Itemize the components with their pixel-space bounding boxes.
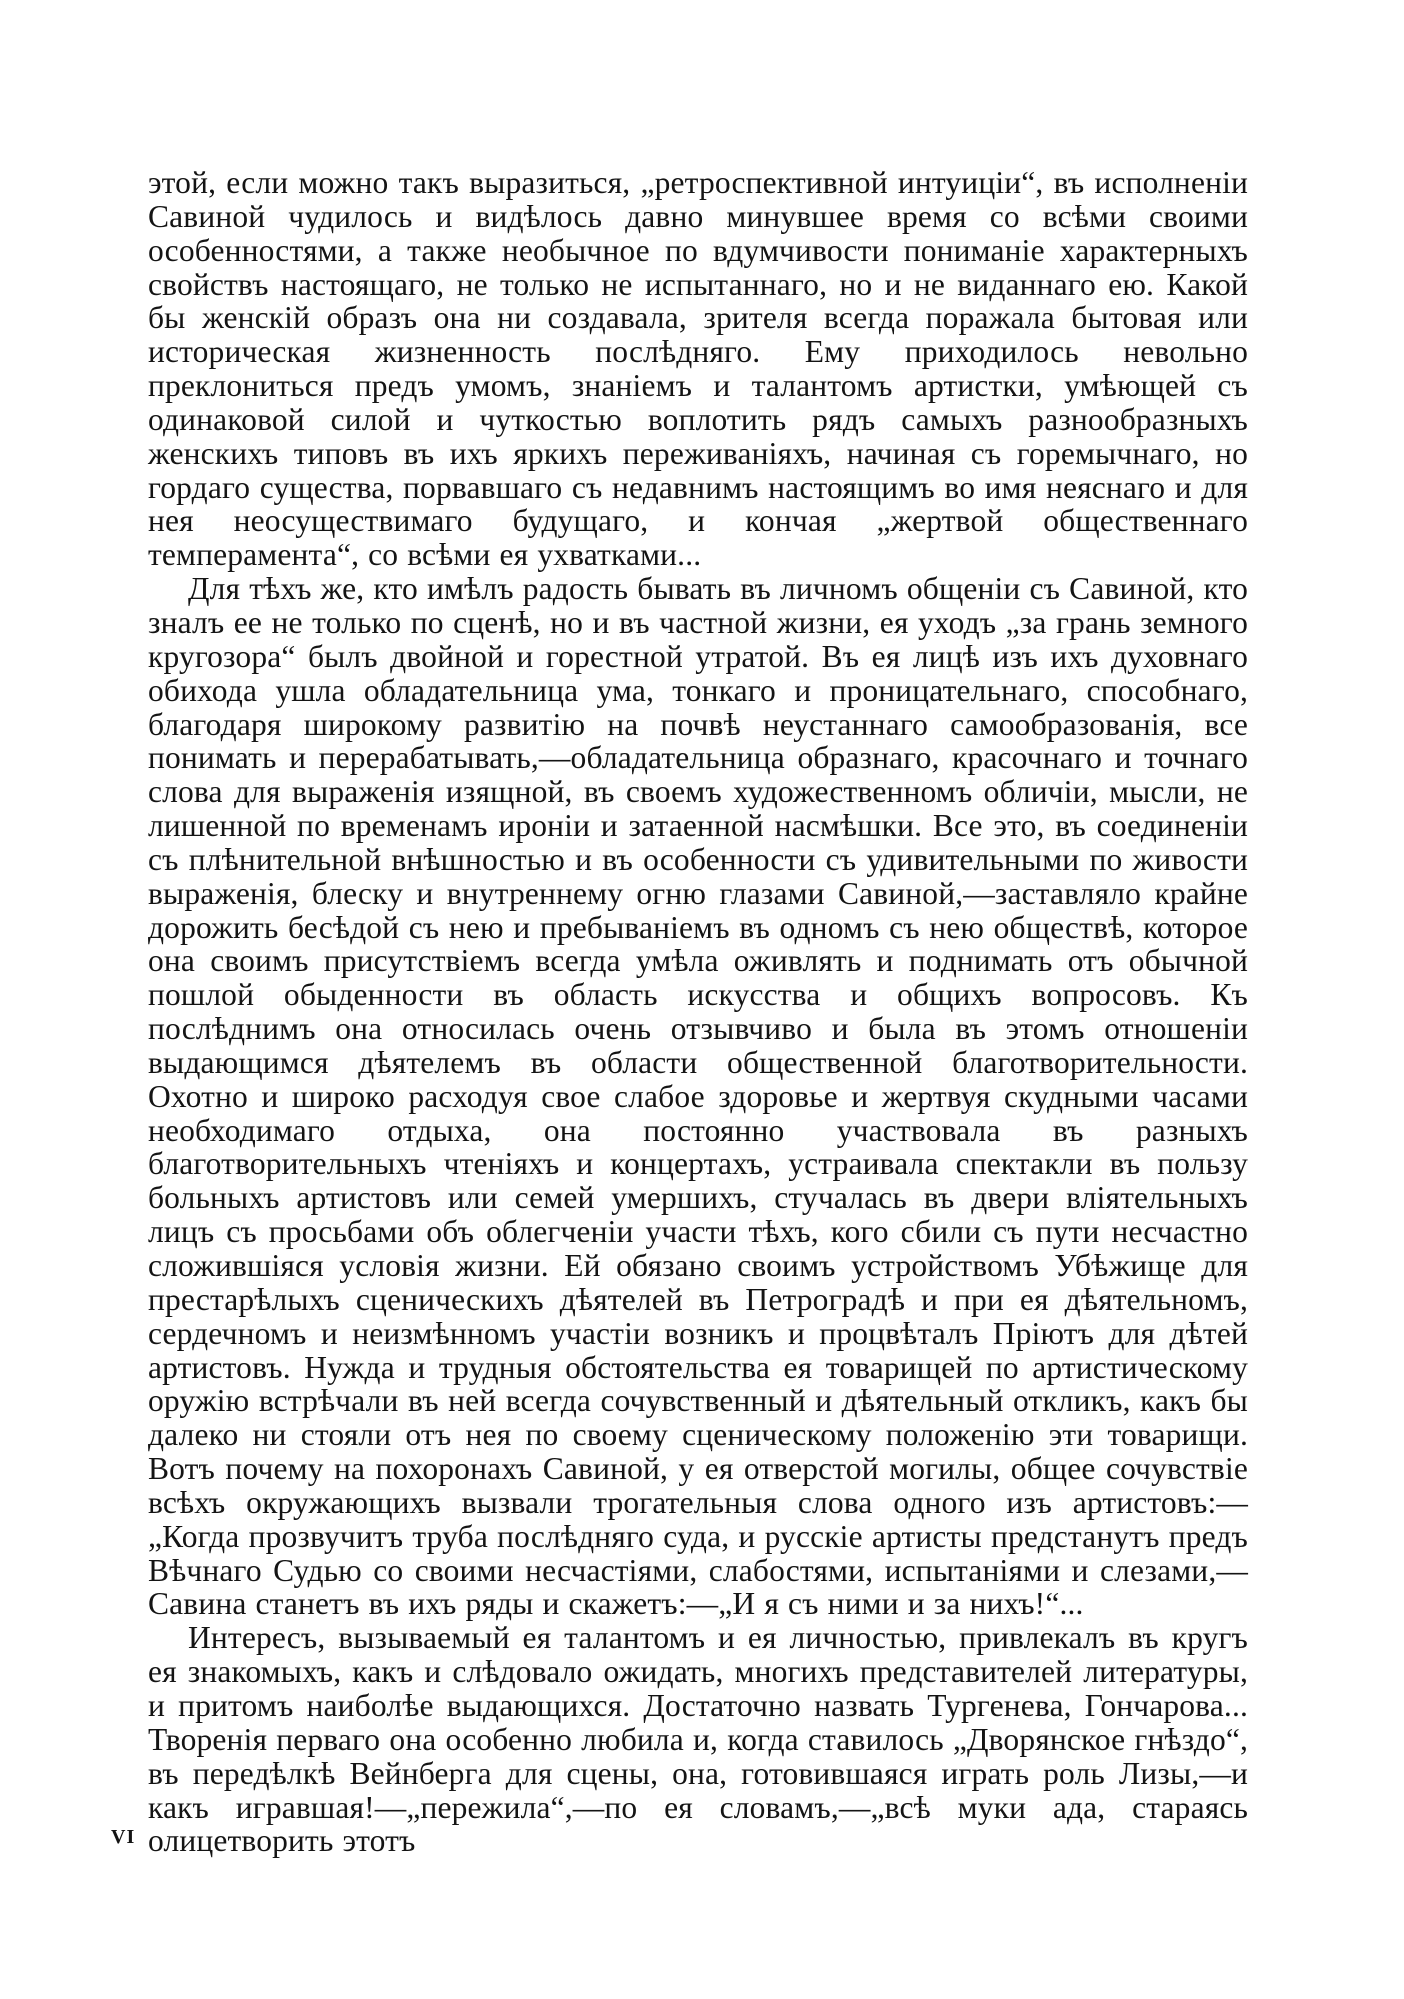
paragraph-continuation: этой, если можно такъ выразиться, „ретроспективной интуиціи“, въ исполненіи Савиной чудилось и видѣлось давно минувшее время со всѣми своими особенностями, а также необычное по вдумчивости пониманіе характерныхъ свойствъ настоящаго, не только не испытаннаго, но и не виданнаго ею. Какой бы женскій образъ она ни создавала, зрителя всегда поражала бытовая или историческая жизненность послѣдняго. Ему приходилось невольно преклониться предъ умомъ, знаніемъ и талантомъ артистки, умѣющей съ одинаковой силой и чуткостью воплотить рядъ самыхъ разнообразныхъ женскихъ типовъ въ ихъ яркихъ переживаніяхъ, начиная съ горемычнаго, но гордаго существа, порвавшаго съ недавнимъ настоящимъ во имя неяснаго и для нея неосуществимаго будущаго, и кончая „жертвой общественнаго темперамента“, со всѣми ея ухватками...	[148, 165, 1248, 573]
body-text	[148, 166, 1248, 1858]
page-number: VI	[111, 1826, 136, 1848]
paragraph-savina-personal: Для тѣхъ же, кто имѣлъ радость бывать въ личномъ общеніи съ Савиной, кто зналъ ее не только по сценѣ, но и въ частной жизни, ея уходъ „за грань земного кругозора“ былъ двойной и горестной утратой. Въ ея лицѣ изъ ихъ духовнаго обихода ушла обладательница ума, тонкаго и проницательнаго, способнаго, благодаря широкому развитію на почвѣ неустаннаго самообразованія, все понимать и перерабатывать,—обладательница образнаго, красочнаго и точнаго слова для выраженія изящной, въ своемъ художественномъ обличіи, мысли, не лишенной по временамъ ироніи и затаенной насмѣшки. Все это, въ соединеніи съ плѣнительной внѣшностью и въ особенности съ удивительными по живости выраженія, блеску и внутреннему огню глазами Савиной,—заставляло крайне дорожить бесѣдой съ нею и пребываніемъ въ одномъ съ нею обществѣ, которое она своимъ присутствіемъ всегда умѣла оживлять и поднимать отъ обычной пошлой обыденности въ область искусства и общихъ вопросовъ. Къ послѣднимъ она относилась очень отзывчиво и была въ этомъ отношеніи выдающимся дѣятелемъ въ области общественной благотворительности. Охотно и широко расходуя свое слабое здоровье и жертвуя скудными часами необходимаго отдыха, она постоянно участвовала въ разныхъ благотворительныхъ чтеніяхъ и концертахъ, устраивала спектакли въ пользу больныхъ артистовъ или семей умершихъ, стучалась въ двери вліятельныхъ лицъ съ просьбами объ облегченіи участи тѣхъ, кого сбили съ пути несчастно сложившіяся условія жизни. Ей обязано своимъ устройствомъ Убѣжище для престарѣлыхъ сценическихъ дѣятелей въ Петроградѣ и при ея дѣятельномъ, сердечномъ и неизмѣнномъ участіи возникъ и процвѣталъ Пріютъ для дѣтей артистовъ. Нужда и трудныя обстоятельства ея товарищей по артистическому оружію встрѣчали въ ней всегда сочувственный и дѣятельный откликъ, какъ бы далеко ни стояли отъ нея по своему сценическому положенію эти товарищи. Вотъ почему на похоронахъ Савиной, у ея отверстой могилы, общее сочувствіе всѣхъ окружающихъ вызвали трогательныя слова одного изъ артистовъ:—„Когда прозвучитъ труба послѣдняго суда, и русскіе артисты предстанутъ предъ Вѣчнаго Судью со своими несчастіями, слабостями, испытаніями и слезами,—Савина станетъ въ ихъ ряды и скажетъ:—„И я съ ними и за нихъ!“...	[148, 571, 1248, 1622]
paragraph-literary-circle: Интересъ, вызываемый ея талантомъ и ея личностью, привлекалъ въ кругъ ея знакомыхъ, какъ и слѣдовало ожидать, многихъ представителей литературы, и притомъ наиболѣе выдающихся. Достаточно назвать Тургенева, Гончарова... Творенія перваго она особенно любила и, когда ставилось „Дворянское гнѣздо“, въ передѣлкѣ Вейнберга для сцены, она, готовившаяся играть роль Лизы,—и какъ игравшая!—„пережила“,—по ея словамъ,—„всѣ муки ада, стараясь олицетворить этотъ	[148, 1620, 1248, 1859]
